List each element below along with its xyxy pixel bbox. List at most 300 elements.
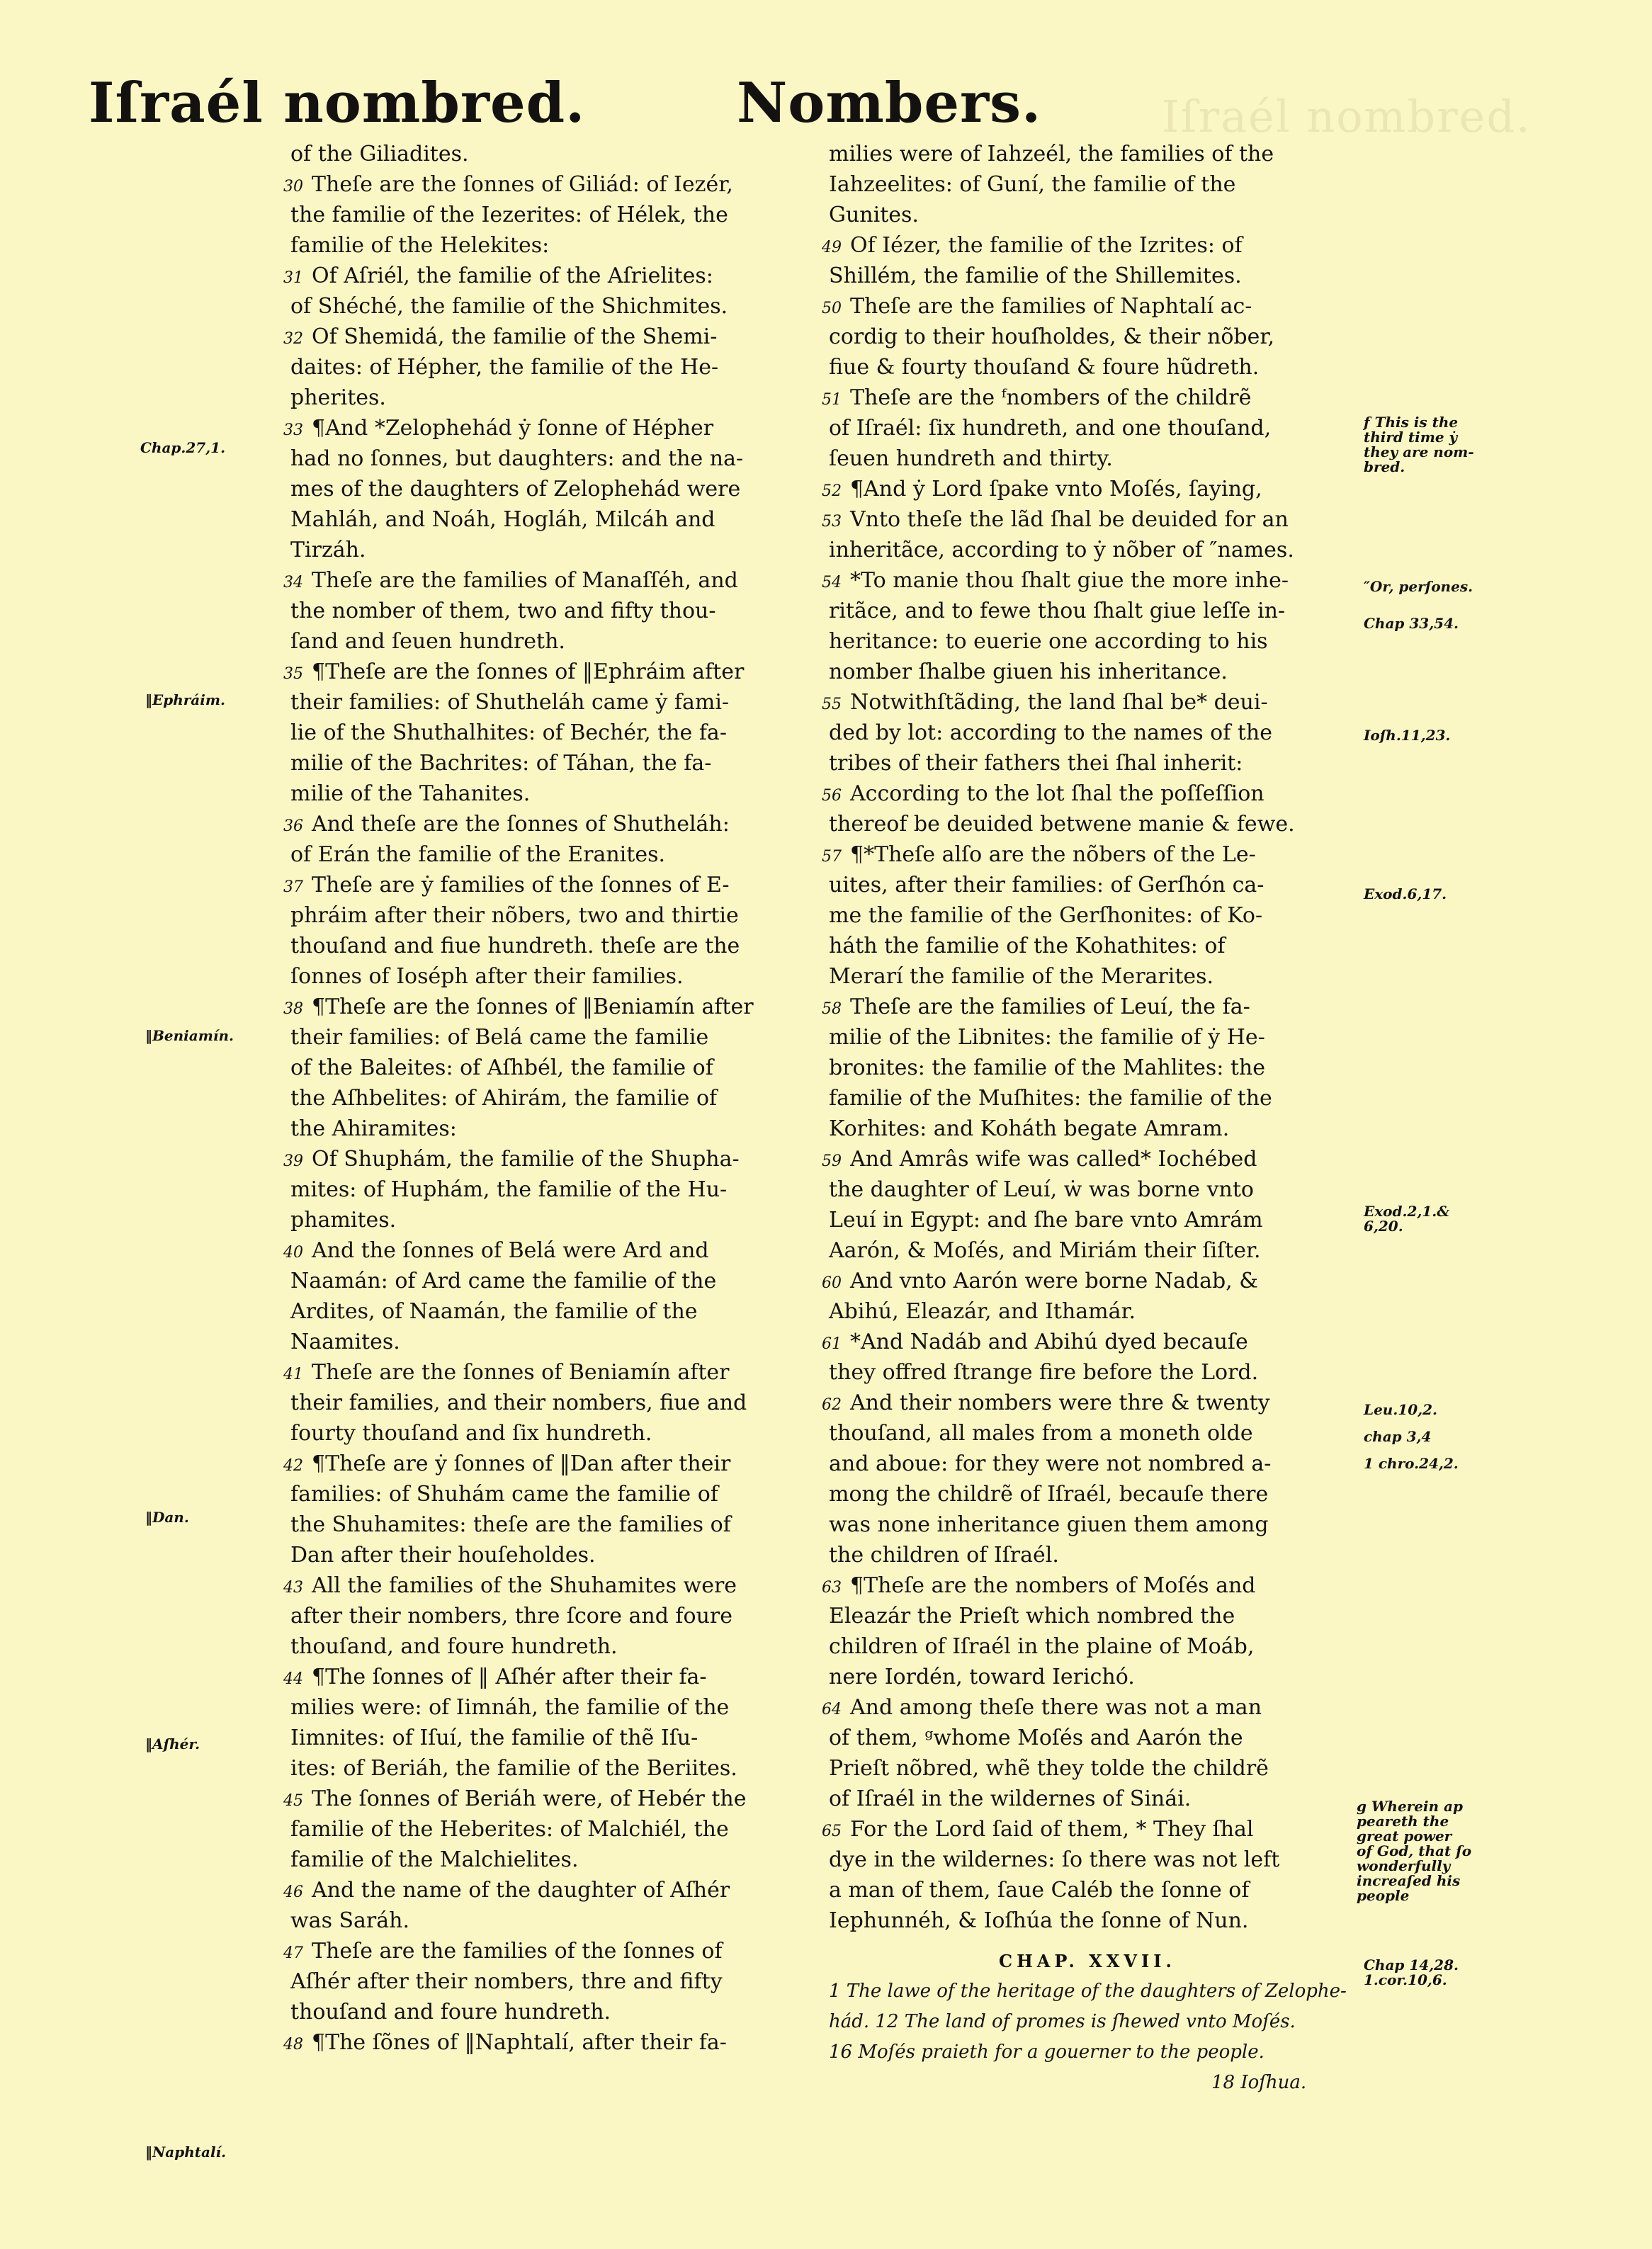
line-text: they offred ſtrange fire before the Lord. bbox=[829, 1360, 1259, 1385]
text-line bbox=[829, 1662, 1353, 1692]
line-text: And Amrâs wife was called* Iochébed bbox=[850, 1147, 1257, 1172]
text-line bbox=[829, 1174, 1353, 1205]
verse-number: 33 bbox=[283, 421, 303, 439]
text-line bbox=[290, 718, 829, 748]
text-line bbox=[283, 809, 829, 839]
text-line bbox=[822, 839, 1353, 870]
line-text: And among theſe there was not a man bbox=[850, 1695, 1262, 1720]
text-line bbox=[829, 352, 1353, 383]
text-line bbox=[829, 1845, 1353, 1875]
line-text: nomber ſhalbe giuen his inheritance. bbox=[829, 659, 1228, 684]
text-line bbox=[290, 1053, 829, 1083]
line-text: tribes of their fathers thei ſhal inherit: bbox=[829, 751, 1243, 776]
margin-note-beniamin: ‖Beniamín. bbox=[145, 1027, 234, 1044]
line-text: me the familie of the Gerſhonites: of Ko- bbox=[829, 903, 1263, 928]
line-text: of Shéché, the familie of the Shichmites. bbox=[290, 294, 728, 319]
line-text: ded by lot: according to the names of the bbox=[829, 720, 1272, 745]
text-line bbox=[290, 1174, 829, 1205]
bleed-through-title: Iſraél nombred. bbox=[1162, 91, 1532, 142]
text-line bbox=[829, 1418, 1353, 1449]
line-text: ¶Theſe are the ſonnes of ‖Ephráim after bbox=[312, 659, 745, 684]
line-text: familie of the Helekites: bbox=[290, 233, 550, 258]
text-line bbox=[829, 1449, 1353, 1479]
line-text: *And Nadáb and Abihú dyed becauſe bbox=[850, 1330, 1248, 1354]
text-line bbox=[829, 809, 1353, 839]
line-text: Theſe are the families of Naphtalí ac- bbox=[850, 294, 1252, 319]
text-line bbox=[822, 778, 1353, 809]
margin-note-chap27: Chap.27,1. bbox=[140, 439, 226, 456]
line-text: Theſe are the families of Manaſſéh, and bbox=[312, 568, 738, 593]
text-line bbox=[829, 200, 1353, 230]
text-line bbox=[290, 1418, 829, 1449]
text-line bbox=[822, 1570, 1353, 1601]
line-text: Naamán: of Ard came the familie of the bbox=[290, 1269, 717, 1293]
verse-number: 37 bbox=[283, 878, 303, 896]
line-text: ſonnes of Ioséph after their families. bbox=[290, 964, 684, 989]
line-text: the daughter of Leuí, ẇ was borne vnto bbox=[829, 1177, 1254, 1202]
line-text: the Shuhamites: theſe are the families of bbox=[290, 1512, 731, 1537]
right-text-column bbox=[822, 139, 1353, 2098]
verse-number: 44 bbox=[283, 1670, 303, 1688]
line-text: Of Shemidá, the familie of the Shemi- bbox=[312, 324, 718, 349]
line-text: was Saráh. bbox=[290, 1908, 410, 1933]
line-text: háth the familie of the Kohathites: of bbox=[829, 934, 1226, 958]
line-text: Notwithſtãding, the land ſhal be* deui- bbox=[850, 690, 1268, 715]
line-text: Leuí in Egypt: and ſhe bare vnto Amrám bbox=[829, 1208, 1263, 1233]
text-line bbox=[290, 778, 829, 809]
text-line bbox=[283, 2027, 829, 2058]
line-text: Korhites: and Koháth begate Amram. bbox=[829, 1116, 1230, 1141]
text-line bbox=[829, 748, 1353, 778]
running-title: Iſraél nombred. bbox=[89, 71, 586, 135]
text-line bbox=[822, 1327, 1353, 1357]
text-line bbox=[829, 139, 1353, 169]
verse-number: 45 bbox=[283, 1792, 303, 1810]
line-text: thouſand, and foure hundreth. bbox=[290, 1634, 618, 1659]
line-text: Ardites, of Naamán, the familie of the bbox=[290, 1299, 698, 1324]
verse-number: 64 bbox=[822, 1701, 842, 1718]
verse-number: 57 bbox=[822, 848, 842, 866]
text-line bbox=[829, 1540, 1353, 1570]
verse-number: 63 bbox=[822, 1579, 842, 1597]
text-line bbox=[829, 626, 1353, 657]
line-text: thouſand, all males from a moneth olde bbox=[829, 1421, 1253, 1446]
book-title: Nombers. bbox=[737, 71, 1042, 135]
text-line bbox=[290, 1966, 829, 1997]
text-line bbox=[290, 535, 829, 565]
verse-number: 35 bbox=[283, 665, 303, 683]
margin-note-f: f This is the third time ẏ they are nom- bred. bbox=[1364, 414, 1474, 475]
line-text: familie of the Heberites: of Malchiél, the bbox=[290, 1817, 729, 1842]
text-line bbox=[283, 657, 829, 687]
verse-number: 49 bbox=[822, 239, 842, 256]
line-text: ¶Theſe are ẏ ſonnes of ‖Dan after their bbox=[312, 1451, 731, 1476]
text-line bbox=[290, 443, 829, 474]
line-text: dye in the wildernes: ſo there was not left bbox=[829, 1847, 1280, 1872]
text-line bbox=[283, 1357, 829, 1388]
text-line bbox=[829, 443, 1353, 474]
line-text: Merarí the familie of the Merarites. bbox=[829, 964, 1214, 989]
line-text: ¶*Theſe alſo are the nõbers of the Le- bbox=[850, 842, 1256, 867]
text-line bbox=[829, 870, 1353, 900]
line-text: thereof be deuided betwene manie & fewe. bbox=[829, 812, 1295, 837]
verse-number: 34 bbox=[283, 574, 303, 591]
text-line bbox=[829, 1205, 1353, 1235]
text-line bbox=[290, 1905, 829, 1936]
chapter-argument-line: 18 Ioſhua. bbox=[1211, 2072, 1307, 2093]
line-text: ſand and ſeuen hundreth. bbox=[290, 629, 565, 654]
line-text: All the families of the Shuhamites were bbox=[312, 1573, 737, 1598]
line-text: a man of them, ſaue Caléb the ſonne of bbox=[829, 1878, 1250, 1903]
verse-number: 36 bbox=[283, 817, 303, 835]
line-text: Tirzáh. bbox=[290, 538, 366, 562]
text-line bbox=[290, 961, 829, 992]
margin-note-chap3: chap 3,4 bbox=[1364, 1428, 1432, 1445]
line-text: ¶Theſe are the ſonnes of ‖Beniamín after bbox=[312, 995, 754, 1019]
text-line bbox=[290, 1692, 829, 1723]
line-text: inheritãce, according to ẏ nõber of ″names. bbox=[829, 538, 1294, 562]
verse-number: 40 bbox=[283, 1244, 303, 1262]
line-text: According to the lot ſhal the poſſeſſion bbox=[850, 781, 1265, 806]
line-text: Theſe are the families of the ſonnes of bbox=[312, 1939, 723, 1964]
margin-note-leu10: Leu.10,2. bbox=[1364, 1401, 1437, 1418]
line-text: ¶And *Zelophehád ẏ ſonne of Hépher bbox=[312, 416, 714, 441]
line-text: ites: of Beriáh, the familie of the Beriites. bbox=[290, 1756, 737, 1781]
text-line bbox=[283, 322, 829, 352]
line-text: had no ſonnes, but daughters: and the na- bbox=[290, 446, 744, 471]
line-text: thouſand and fiue hundreth. theſe are the bbox=[290, 934, 740, 958]
line-text: of Iſraél: ſix hundreth, and one thouſand, bbox=[829, 416, 1272, 441]
text-line bbox=[290, 748, 829, 778]
text-line bbox=[290, 900, 829, 931]
verse-number: 43 bbox=[283, 1579, 303, 1597]
margin-note-exod6: Exod.6,17. bbox=[1364, 885, 1447, 902]
text-line bbox=[829, 1723, 1353, 1753]
text-line bbox=[283, 261, 829, 291]
line-text: phráim after their nõbers, two and thirtie bbox=[290, 903, 739, 928]
line-text: heritance: to euerie one according to his bbox=[829, 629, 1268, 654]
line-text: And the ſonnes of Belá were Ard and bbox=[312, 1238, 709, 1263]
line-text: fiue & fourty thouſand & foure hũdreth. bbox=[829, 355, 1260, 380]
line-text: their families: of Belá came the familie bbox=[290, 1025, 709, 1050]
line-text: Shillém, the familie of the Shillemites. bbox=[829, 264, 1242, 288]
text-line bbox=[290, 1114, 829, 1144]
text-line bbox=[290, 687, 829, 718]
text-line bbox=[290, 1997, 829, 2027]
line-text: their families: of Shutheláh came ẏ fami- bbox=[290, 690, 730, 715]
line-text: children of Iſraél in the plaine of Moáb, bbox=[829, 1634, 1255, 1659]
text-line bbox=[822, 1692, 1353, 1723]
text-line bbox=[283, 1449, 829, 1479]
text-line bbox=[290, 200, 829, 230]
verse-number: 55 bbox=[822, 696, 842, 713]
line-text: ritãce, and to fewe thou ſhalt giue leſſe in- bbox=[829, 599, 1286, 623]
text-line bbox=[829, 900, 1353, 931]
line-text: Iimnites: of Iſuí, the familie of thẽ Iſu- bbox=[290, 1726, 698, 1750]
verse-number: 58 bbox=[822, 1000, 842, 1018]
chapter-argument-line: 16 Moſés praieth for a gouerner to the people. bbox=[829, 2041, 1265, 2063]
chapter-argument-line: hád. 12 The land of promes is ſhewed vnto Moſés. bbox=[829, 2011, 1296, 2032]
line-text: milie of the Libnites: the familie of ẏ He- bbox=[829, 1025, 1265, 1050]
text-line bbox=[822, 291, 1353, 322]
line-text: ſeuen hundreth and thirty. bbox=[829, 446, 1113, 471]
text-line bbox=[283, 1936, 829, 1966]
text-line bbox=[290, 1388, 829, 1418]
verse-number: 53 bbox=[822, 513, 842, 531]
margin-note-chap14: Chap 14,28. 1.cor.10,6. bbox=[1364, 1956, 1459, 1988]
text-line bbox=[290, 1022, 829, 1053]
line-text: familie of the Malchielites. bbox=[290, 1847, 579, 1872]
text-line bbox=[290, 1205, 829, 1235]
text-line bbox=[822, 504, 1353, 535]
verse-number: 51 bbox=[822, 391, 842, 409]
text-line bbox=[829, 535, 1353, 565]
text-line bbox=[829, 1875, 1353, 1905]
text-line bbox=[829, 1784, 1353, 1814]
line-text: Of Iézer, the familie of the Izrites: of bbox=[850, 233, 1243, 258]
text-line bbox=[290, 383, 829, 413]
text-line bbox=[290, 474, 829, 504]
text-line bbox=[290, 1083, 829, 1114]
text-line bbox=[829, 1479, 1353, 1509]
text-line bbox=[283, 565, 829, 596]
line-text: Vnto theſe the lãd ſhal be deuided for an bbox=[850, 507, 1289, 532]
line-text: Theſe are ẏ families of the ſonnes of E- bbox=[312, 873, 730, 897]
line-text: *To manie thou ſhalt giue the more inhe- bbox=[850, 568, 1289, 593]
line-text: ¶And ẏ Lord ſpake vnto Moſés, ſaying, bbox=[850, 477, 1262, 502]
line-text: Gunites. bbox=[829, 203, 919, 227]
text-line bbox=[283, 1662, 829, 1692]
line-text: ¶The ſõnes of ‖Naphtalí, after their fa- bbox=[312, 2030, 727, 2055]
text-line bbox=[822, 383, 1353, 413]
text-line bbox=[290, 1601, 829, 1631]
margin-note-asher: ‖Aſhér. bbox=[145, 1735, 200, 1752]
line-text: fourty thouſand and ſix hundreth. bbox=[290, 1421, 652, 1446]
text-line bbox=[290, 596, 829, 626]
line-text: milies were: of Iimnáh, the familie of the bbox=[290, 1695, 730, 1720]
line-text: their families, and their nombers, fiue and bbox=[290, 1390, 747, 1415]
line-text: of Iſraél in the wildernes of Sinái. bbox=[829, 1786, 1192, 1811]
text-line bbox=[283, 870, 829, 900]
text-line bbox=[290, 1723, 829, 1753]
line-text: Theſe are the families of Leuí, the fa- bbox=[850, 995, 1250, 1019]
line-text: thouſand and foure hundreth. bbox=[290, 2000, 611, 2024]
line-text: Abihú, Eleazár, and Ithamár. bbox=[829, 1299, 1136, 1324]
margin-note-naphtali: ‖Naphtalí. bbox=[145, 2143, 227, 2160]
text-line bbox=[283, 1144, 829, 1174]
line-text: the children of Iſraél. bbox=[829, 1543, 1059, 1568]
line-text: of the Giliadites. bbox=[290, 142, 469, 166]
line-text: families: of Shuhám came the familie of bbox=[290, 1482, 718, 1507]
text-line bbox=[829, 1753, 1353, 1784]
left-text-column bbox=[283, 139, 829, 2058]
text-line bbox=[822, 230, 1353, 261]
line-text: Mahláh, and Noáh, Hogláh, Milcáh and bbox=[290, 507, 715, 532]
line-text: nere Iordén, toward Ierichó. bbox=[829, 1665, 1135, 1689]
text-line bbox=[290, 1845, 829, 1875]
line-text: The ſonnes of Beriáh were, of Hebér the bbox=[312, 1786, 747, 1811]
line-text: ¶The ſonnes of ‖ Aſhér after their fa- bbox=[312, 1665, 707, 1689]
verse-number: 62 bbox=[822, 1396, 842, 1414]
verse-number: 60 bbox=[822, 1274, 842, 1292]
text-line bbox=[290, 291, 829, 322]
line-text: lie of the Shuthalhites: of Bechér, the fa- bbox=[290, 720, 727, 745]
text-line bbox=[283, 1570, 829, 1601]
text-line bbox=[829, 322, 1353, 352]
line-text: familie of the Muſhites: the familie of the bbox=[829, 1086, 1272, 1111]
text-line bbox=[829, 413, 1353, 443]
line-text: For the Lord ſaid of them, * They ſhal bbox=[850, 1817, 1254, 1842]
text-line bbox=[290, 1540, 829, 1570]
text-line bbox=[829, 1601, 1353, 1631]
line-text: And theſe are the ſonnes of Shutheláh: bbox=[312, 812, 730, 837]
line-text: mes of the daughters of Zelophehád were bbox=[290, 477, 741, 502]
line-text: of Erán the familie of the Eranites. bbox=[290, 842, 666, 867]
verse-number: 52 bbox=[822, 482, 842, 500]
text-line bbox=[829, 261, 1353, 291]
verse-number: 54 bbox=[822, 574, 842, 591]
verse-number: 32 bbox=[283, 330, 303, 348]
text-line bbox=[829, 1022, 1353, 1053]
text-line bbox=[829, 931, 1353, 961]
line-text: milie of the Tahanites. bbox=[290, 781, 531, 806]
text-line bbox=[290, 1479, 829, 1509]
text-line bbox=[829, 1083, 1353, 1114]
verse-number: 47 bbox=[283, 1944, 303, 1962]
line-text: Naamites. bbox=[290, 1330, 400, 1354]
chapter-heading: CHAP. XXVII. bbox=[999, 1951, 1176, 1971]
verse-number: 38 bbox=[283, 1000, 303, 1018]
margin-note-or-persons: ″Or, perſones. bbox=[1364, 578, 1473, 595]
verse-number: 59 bbox=[822, 1152, 842, 1170]
text-line bbox=[822, 1388, 1353, 1418]
verse-number: 50 bbox=[822, 300, 842, 317]
line-text: phamites. bbox=[290, 1208, 397, 1233]
text-line bbox=[829, 1357, 1353, 1388]
margin-note-chap33: Chap 33,54. bbox=[1364, 615, 1459, 632]
verse-number: 31 bbox=[283, 269, 303, 287]
line-text: And their nombers were thre & twenty bbox=[850, 1390, 1270, 1415]
line-text: Iephunnéh, & Ioſhúa the ſonne of Nun. bbox=[829, 1908, 1249, 1933]
line-text: Dan after their houſeholdes. bbox=[290, 1543, 596, 1568]
line-text: uites, after their families: of Gerſhón ca- bbox=[829, 873, 1265, 897]
line-text: Aarón, & Moſés, and Miriám their ſiſter. bbox=[829, 1238, 1261, 1263]
text-line bbox=[283, 1784, 829, 1814]
text-line bbox=[822, 565, 1353, 596]
verse-number: 39 bbox=[283, 1152, 303, 1170]
line-text: was none inheritance giuen them among bbox=[829, 1512, 1269, 1537]
margin-note-exod2: Exod.2,1.& 6,20. bbox=[1364, 1203, 1450, 1235]
text-line bbox=[290, 626, 829, 657]
margin-note-ephraim: ‖Ephráim. bbox=[145, 691, 225, 708]
margin-note-iosh: Ioſh.11,23. bbox=[1364, 727, 1451, 744]
text-line bbox=[290, 1266, 829, 1296]
text-line bbox=[290, 1814, 829, 1845]
line-text: the Aſhbelites: of Ahirám, the familie of bbox=[290, 1086, 718, 1111]
line-text: cordig to their houſholdes, & their nõber, bbox=[829, 324, 1274, 349]
text-line bbox=[822, 474, 1353, 504]
text-line bbox=[829, 657, 1353, 687]
chapter-argument-line: 1 The lawe of the heritage of the daughters of Zelophe- bbox=[829, 1981, 1347, 2002]
line-text: milie of the Bachrites: of Táhan, the fa- bbox=[290, 751, 712, 776]
text-line bbox=[829, 596, 1353, 626]
text-line bbox=[829, 961, 1353, 992]
line-text: Prieſt nõbred, whẽ they tolde the childrẽ bbox=[829, 1756, 1269, 1781]
line-text: And the name of the daughter of Aſhér bbox=[312, 1878, 730, 1903]
text-line bbox=[283, 413, 829, 443]
line-text: daites: of Hépher, the familie of the He- bbox=[290, 355, 719, 380]
verse-number: 61 bbox=[822, 1335, 842, 1353]
line-text: Of Shuphám, the familie of the Shupha- bbox=[312, 1147, 740, 1172]
line-text: of them, ᵍwhome Moſés and Aarón the bbox=[829, 1726, 1243, 1750]
text-line bbox=[283, 992, 829, 1022]
verse-number: 30 bbox=[283, 178, 303, 196]
text-line bbox=[290, 504, 829, 535]
verse-number: 42 bbox=[283, 1457, 303, 1475]
line-text: Theſe are the ſonnes of Giliád: of Iezér, bbox=[312, 172, 733, 197]
line-text: of the Baleites: of Aſhbél, the familie of bbox=[290, 1055, 713, 1080]
line-text: after their nombers, thre ſcore and foure bbox=[290, 1604, 733, 1628]
line-text: the familie of the Iezerites: of Hélek, the bbox=[290, 203, 728, 227]
line-text: the Ahiramites: bbox=[290, 1116, 457, 1141]
margin-note-dan: ‖Dan. bbox=[145, 1509, 189, 1526]
verse-number: 41 bbox=[283, 1366, 303, 1383]
text-line bbox=[283, 1235, 829, 1266]
line-text: pherites. bbox=[290, 385, 386, 410]
margin-note-g: g Wherein ap peareth the great power of God, that ſo wonderfully increaſed his people bbox=[1357, 1798, 1472, 1904]
text-line bbox=[829, 1053, 1353, 1083]
line-text: mong the childrẽ of Iſraél, becauſe there bbox=[829, 1482, 1269, 1507]
text-line bbox=[283, 169, 829, 200]
line-text: the nomber of them, two and fifty thou- bbox=[290, 599, 716, 623]
verse-number: 46 bbox=[283, 1883, 303, 1901]
line-text: bronites: the familie of the Mahlites: the bbox=[829, 1055, 1266, 1080]
text-line bbox=[822, 1144, 1353, 1174]
text-line bbox=[822, 992, 1353, 1022]
line-text: Iahzeelites: of Guní, the familie of the bbox=[829, 172, 1236, 197]
text-line bbox=[290, 839, 829, 870]
text-line bbox=[829, 1296, 1353, 1327]
margin-note-chro24: 1 chro.24,2. bbox=[1364, 1455, 1459, 1472]
text-line bbox=[283, 1875, 829, 1905]
text-line bbox=[290, 1509, 829, 1540]
line-text: Eleazár the Prieſt which nombred the bbox=[829, 1604, 1235, 1628]
text-line bbox=[829, 1114, 1353, 1144]
text-line bbox=[290, 139, 829, 169]
line-text: ¶Theſe are the nombers of Moſés and bbox=[850, 1573, 1256, 1598]
text-line bbox=[290, 931, 829, 961]
text-line bbox=[829, 1905, 1353, 1936]
verse-number: 65 bbox=[822, 1823, 842, 1840]
text-line bbox=[829, 169, 1353, 200]
text-line bbox=[290, 230, 829, 261]
text-line bbox=[829, 718, 1353, 748]
line-text: and aboue: for they were not nombred a- bbox=[829, 1451, 1272, 1476]
line-text: Of Aſriél, the familie of the Aſrielites: bbox=[312, 264, 713, 288]
text-line bbox=[290, 1296, 829, 1327]
text-line bbox=[829, 1631, 1353, 1662]
text-line bbox=[822, 1814, 1353, 1845]
verse-number: 48 bbox=[283, 2036, 303, 2053]
text-line bbox=[290, 352, 829, 383]
line-text: Aſhér after their nombers, thre and fifty bbox=[290, 1969, 723, 1994]
line-text: And vnto Aarón were borne Nadab, & bbox=[850, 1269, 1258, 1293]
text-line bbox=[829, 1509, 1353, 1540]
text-line bbox=[829, 1235, 1353, 1266]
line-text: milies were of Iahzeél, the families of the bbox=[829, 142, 1274, 166]
line-text: mites: of Huphám, the familie of the Hu- bbox=[290, 1177, 728, 1202]
text-line bbox=[290, 1327, 829, 1357]
